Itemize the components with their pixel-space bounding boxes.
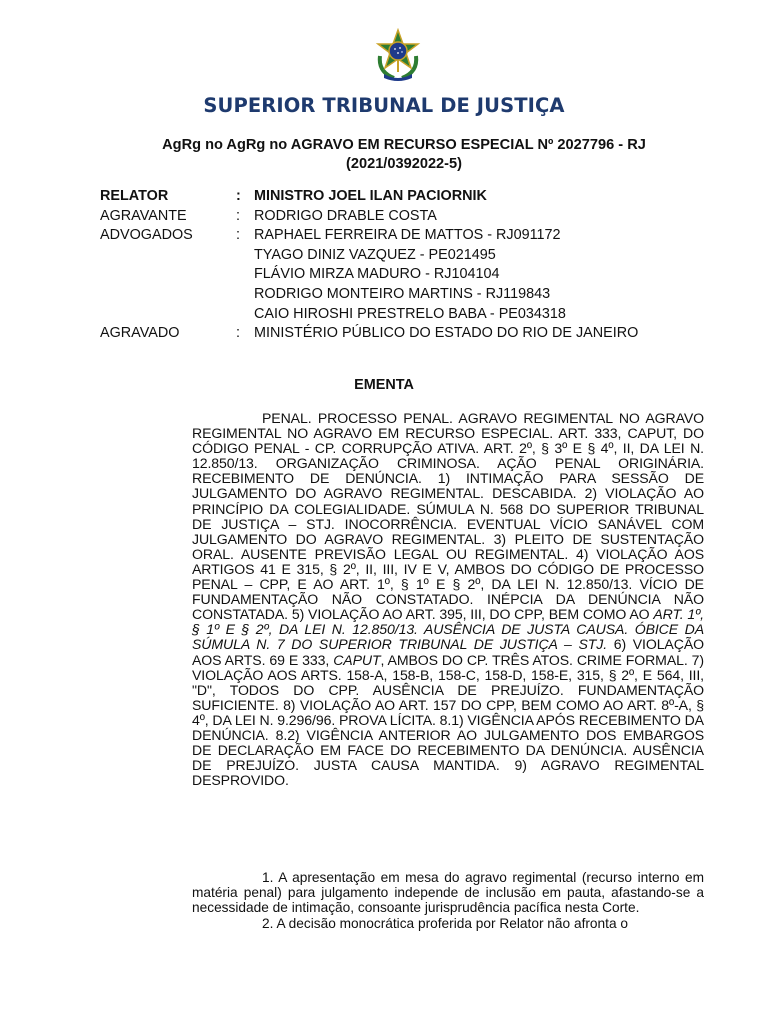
party-name: TYAGO DINIZ VAZQUEZ - PE021495: [254, 246, 496, 263]
party-role: AGRAVADO: [100, 325, 180, 342]
party-role: RELATOR: [100, 188, 169, 204]
party-separator: :: [236, 207, 240, 224]
party-row-agravado: [100, 324, 720, 344]
ementa-heading: EMENTA: [354, 377, 414, 393]
party-role: ADVOGADOS: [100, 227, 193, 244]
ementa-text: , AMBOS DO CP. TRÊS ATOS. CRIME FORMAL. 7) VIOLAÇÃO AOS ARTS. 158-A, 158-B, 158-C, 158-D, 158-E, 315, § 2º, E 564, III, "D", TODOS DO CPP. AUSÊNCIA DE PREJUÍZO. FUNDAMENTAÇÃO SUFICIENTE. 8) VIOLAÇÃO AO ART. 157 DO CPP, BEM COMO AO ART. 8º-A, § 4º, DA LEI N. 9.296/96. PROVA LÍCITA. 8.1) VIGÊNCIA APÓS RECEBIMENTO DA DENÚNCIA. 8.2) VIGÊNCIA ANTERIOR AO JULGAMENTO DOS EMBARGOS DE DECLARAÇÃO EM FACE DO RECEBIMENTO DA DENÚNCIA. AUSÊNCIA DE PREJUÍZO. JUSTA CAUSA MANTIDA. 9) AGRAVO REGIMENTAL DESPROVIDO.: [192, 651, 704, 789]
ementa-summary: [192, 411, 704, 788]
ementa-text: 6) VIOLAÇÃO AOS ARTS. 69 E 333,: [192, 636, 704, 668]
party-names: [254, 324, 720, 344]
party-name: RODRIGO DRABLE COSTA: [254, 207, 437, 224]
party-row-advogados: [100, 226, 720, 324]
party-names: [254, 187, 720, 207]
ementa-italic-text: ART. 1º, § 1º E § 2º, DA LEI N. 12.850/13. AUSÊNCIA DE JUSTA CAUSA. ÓBICE DA SÚMULA N. 7 DO SUPERIOR TRIBUNAL DE JUSTIÇA – STJ.: [192, 606, 704, 653]
party-role: AGRAVANTE: [100, 207, 187, 224]
party-name: RAPHAEL FERREIRA DE MATTOS - RJ091172: [254, 227, 561, 244]
party-separator: :: [236, 227, 240, 244]
party-separator: :: [236, 325, 240, 342]
party-name: RODRIGO MONTEIRO MARTINS - RJ119843: [254, 285, 551, 302]
case-number-line: (2021/0392022-5): [345, 156, 463, 172]
ementa-items: [192, 870, 704, 931]
party-name: MINISTRO JOEL ILAN PACIORNIK: [254, 188, 487, 204]
parties-table: [100, 187, 720, 344]
party-row-relator: [100, 187, 720, 207]
brazil-coat-of-arms-icon: [372, 28, 424, 82]
party-name: CAIO HIROSHI PRESTRELO BABA - PE034318: [254, 305, 566, 322]
party-row-agravante: [100, 207, 720, 227]
ementa-text: PENAL. PROCESSO PENAL. AGRAVO REGIMENTAL NO AGRAVO REGIMENTAL NO AGRAVO EM RECURSO ESPECIAL. ART. 333, CAPUT, DO CÓDIGO PENAL - CP. CORRUPÇÃO ATIVA. ART. 2º, § 3º E § 4º, II, DA LEI N. 12.850/13. ORGANIZAÇÃO CRIMINOSA. AÇÃO PENAL ORIGINÁRIA. RECEBIMENTO DE DENÚNCIA. 1) INTIMAÇÃO PARA SESSÃO DE JULGAMENTO DO AGRAVO REGIMENTAL. DESCABIDA. 2) VIOLAÇÃO AO PRINCÍPIO DA COLEGIALIDADE. SÚMULA N. 568 DO SUPERIOR TRIBUNAL DE JUSTIÇA – STJ. INOCORRÊNCIA. EVENTUAL VÍCIO SANÁVEL COM JULGAMENTO DO AGRAVO REGIMENTAL. 3) PLEITO DE SUSTENTAÇÃO ORAL. AUSENTE PREVISÃO LEGAL OU REGIMENTAL. 4) VIOLAÇÃO AOS ARTIGOS 41 E 315, § 2º, II, III, IV E V, AMBOS DO CÓDIGO DE PROCESSO PENAL – CPP, E AO ART. 1º, § 1º E § 2º, DA LEI N. 12.850/13. VÍCIO DE FUNDAMENTAÇÃO NÃO CONSTATADO. INÉPCIA DA DENÚNCIA NÃO CONSTATADA. 5) VIOLAÇÃO AO ART. 395, III, DO CPP, BEM COMO AO: [192, 410, 704, 623]
ementa-item: 2. A decisão monocrática proferida por Relator não afronta o: [262, 915, 628, 931]
court-name: SUPERIOR TRIBUNAL DE JUSTIÇA: [203, 94, 565, 117]
party-name: MINISTÉRIO PÚBLICO DO ESTADO DO RIO DE JANEIRO: [254, 325, 639, 342]
party-separator: :: [236, 188, 241, 204]
ementa-paragraph: [192, 411, 704, 788]
party-names: [254, 207, 720, 227]
ementa-item: 1. A apresentação em mesa do agravo regimental (recurso interno em matéria penal) para julgamento independe de inclusão em pauta, afastando-se a necessidade de intimação, consoante jurisprudência pacífica nesta Corte.: [192, 870, 704, 916]
party-names: [254, 226, 720, 324]
party-name: FLÁVIO MIRZA MADURO - RJ104104: [254, 266, 500, 283]
case-title: [120, 136, 688, 174]
ementa-italic-text: CAPUT: [333, 651, 381, 668]
case-title-line: AgRg no AgRg no AGRAVO EM RECURSO ESPECIAL Nº 2027796 - RJ: [162, 137, 646, 153]
